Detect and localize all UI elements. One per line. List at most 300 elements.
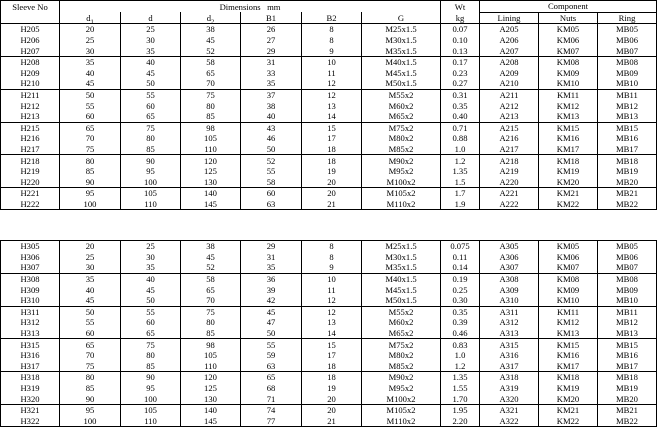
cell-b2: 8 — [302, 241, 362, 252]
cell-nuts: KM20 — [539, 177, 598, 188]
cell-b2: 18 — [302, 372, 362, 383]
cell-wt: 1.95 — [441, 404, 480, 415]
cell-lining: A320 — [480, 393, 539, 404]
cell-d1: 70 — [60, 350, 121, 361]
table-row — [1, 45, 657, 56]
cell-b2: 10 — [302, 273, 362, 284]
cell-d1: 90 — [60, 177, 121, 188]
cell-wt: 1.2 — [441, 155, 480, 166]
cell-d2: 125 — [181, 383, 241, 394]
cell-nuts: KM19 — [539, 166, 598, 177]
cell-d1: 20 — [60, 24, 121, 35]
cell-lining: A316 — [480, 350, 539, 361]
cell-wt: 0.39 — [441, 317, 480, 328]
cell-b1: 26 — [241, 24, 302, 35]
cell-nuts: KM06 — [539, 35, 598, 46]
cell-lining: A208 — [480, 56, 539, 67]
table-row — [1, 241, 657, 252]
cell-d2: 38 — [181, 24, 241, 35]
header-wt-unit — [441, 12, 480, 24]
table-row — [1, 383, 657, 394]
cell-d2: 38 — [181, 241, 241, 252]
cell-nuts: KM11 — [539, 89, 598, 100]
cell-lining: A216 — [480, 133, 539, 144]
cell-b2: 10 — [302, 56, 362, 67]
cell-nuts: KM10 — [539, 295, 598, 306]
cell-d: 110 — [121, 199, 181, 210]
cell-d2: 110 — [181, 144, 241, 155]
cell-wt: 0.10 — [441, 35, 480, 46]
cell-d2: 130 — [181, 393, 241, 404]
table-row — [1, 155, 657, 166]
cell-b1: 37 — [241, 89, 302, 100]
cell-sleeve-no: H209 — [1, 68, 60, 79]
cell-lining: A221 — [480, 188, 539, 199]
cell-d: 75 — [121, 122, 181, 133]
cell-ring: MB13 — [598, 328, 657, 339]
cell-nuts: KM15 — [539, 339, 598, 350]
header-nuts — [539, 12, 598, 24]
cell-g: M75x2 — [362, 339, 441, 350]
cell-wt: 0.13 — [441, 45, 480, 56]
cell-lining: A217 — [480, 144, 539, 155]
table-row — [1, 133, 657, 144]
cell-d1: 85 — [60, 383, 121, 394]
cell-d1: 100 — [60, 199, 121, 210]
cell-g: M45x1.5 — [362, 284, 441, 295]
cell-d1: 25 — [60, 252, 121, 263]
cell-d: 55 — [121, 306, 181, 317]
cell-g: M80x2 — [362, 133, 441, 144]
cell-g: M110x2 — [362, 199, 441, 210]
cell-wt: 0.075 — [441, 241, 480, 252]
cell-d: 60 — [121, 100, 181, 111]
cell-b2: 12 — [302, 295, 362, 306]
cell-d: 60 — [121, 317, 181, 328]
cell-b2: 18 — [302, 155, 362, 166]
cell-g: M110x2 — [362, 416, 441, 427]
cell-d1: 80 — [60, 372, 121, 383]
cell-wt: 0.30 — [441, 295, 480, 306]
cell-b2: 20 — [302, 404, 362, 415]
header-component — [480, 1, 657, 13]
cell-g: M100x2 — [362, 393, 441, 404]
cell-g: M55x2 — [362, 89, 441, 100]
cell-ring: MB09 — [598, 284, 657, 295]
cell-lining: A207 — [480, 45, 539, 56]
cell-d1: 95 — [60, 404, 121, 415]
cell-lining: A317 — [480, 361, 539, 372]
cell-b1: 47 — [241, 317, 302, 328]
cell-nuts: KM21 — [539, 404, 598, 415]
cell-d: 85 — [121, 361, 181, 372]
cell-g: M30x1.5 — [362, 252, 441, 263]
cell-d: 85 — [121, 144, 181, 155]
cell-g: M35x1.5 — [362, 45, 441, 56]
cell-d2: 80 — [181, 317, 241, 328]
cell-sleeve-no: H320 — [1, 393, 60, 404]
cell-b2: 14 — [302, 111, 362, 122]
cell-d1: 55 — [60, 100, 121, 111]
cell-ring: MB15 — [598, 122, 657, 133]
cell-ring: MB07 — [598, 262, 657, 273]
header-d1 — [60, 12, 121, 24]
header-d1-letter: d — [86, 12, 91, 23]
cell-g: M95x2 — [362, 383, 441, 394]
cell-ring: MB11 — [598, 306, 657, 317]
cell-sleeve-no: H215 — [1, 122, 60, 133]
cell-nuts: KM12 — [539, 317, 598, 328]
cell-lining: A321 — [480, 404, 539, 415]
header-g-label: G — [397, 12, 405, 23]
cell-lining: A319 — [480, 383, 539, 394]
cell-wt: 1.5 — [441, 177, 480, 188]
cell-ring: MB22 — [598, 199, 657, 210]
cell-d2: 140 — [181, 188, 241, 199]
cell-ring: MB20 — [598, 177, 657, 188]
cell-sleeve-no: H212 — [1, 100, 60, 111]
header-component-label: Component — [547, 1, 589, 12]
cell-g: M105x2 — [362, 404, 441, 415]
cell-sleeve-no: H205 — [1, 24, 60, 35]
cell-b2: 12 — [302, 78, 362, 89]
cell-ring: MB18 — [598, 155, 657, 166]
header-d — [121, 12, 181, 24]
table-row — [1, 252, 657, 263]
cell-d2: 58 — [181, 56, 241, 67]
cell-nuts: KM10 — [539, 78, 598, 89]
cell-sleeve-no: H207 — [1, 45, 60, 56]
cell-b1: 43 — [241, 122, 302, 133]
cell-lining: A310 — [480, 295, 539, 306]
sleeve-table-h3-series — [0, 240, 657, 427]
cell-d1: 40 — [60, 68, 121, 79]
cell-sleeve-no: H310 — [1, 295, 60, 306]
cell-d: 30 — [121, 35, 181, 46]
cell-lining: A218 — [480, 155, 539, 166]
cell-b2: 15 — [302, 122, 362, 133]
cell-ring: MB12 — [598, 100, 657, 111]
cell-ring: MB20 — [598, 393, 657, 404]
cell-d: 90 — [121, 372, 181, 383]
cell-lining: A318 — [480, 372, 539, 383]
cell-sleeve-no: H217 — [1, 144, 60, 155]
cell-g: M85x2 — [362, 144, 441, 155]
cell-ring: MB15 — [598, 339, 657, 350]
cell-d: 105 — [121, 188, 181, 199]
cell-d1: 75 — [60, 144, 121, 155]
cell-g: M95x2 — [362, 166, 441, 177]
cell-ring: MB16 — [598, 350, 657, 361]
cell-d: 100 — [121, 177, 181, 188]
cell-b1: 77 — [241, 416, 302, 427]
cell-d: 100 — [121, 393, 181, 404]
table-row — [1, 404, 657, 415]
cell-b2: 12 — [302, 306, 362, 317]
cell-g: M30x1.5 — [362, 35, 441, 46]
cell-ring: MB05 — [598, 241, 657, 252]
cell-g: M60x2 — [362, 100, 441, 111]
cell-g: M90x2 — [362, 155, 441, 166]
cell-sleeve-no: H208 — [1, 56, 60, 67]
cell-d: 30 — [121, 252, 181, 263]
cell-d2: 75 — [181, 89, 241, 100]
cell-nuts: KM09 — [539, 284, 598, 295]
cell-d1: 70 — [60, 133, 121, 144]
cell-b1: 63 — [241, 361, 302, 372]
table-row — [1, 372, 657, 383]
cell-sleeve-no: H313 — [1, 328, 60, 339]
cell-ring: MB05 — [598, 24, 657, 35]
cell-d2: 80 — [181, 100, 241, 111]
cell-b1: 74 — [241, 404, 302, 415]
cell-b2: 17 — [302, 350, 362, 361]
cell-d: 45 — [121, 68, 181, 79]
cell-g: M35x1.5 — [362, 262, 441, 273]
cell-sleeve-no: H218 — [1, 155, 60, 166]
cell-d1: 55 — [60, 317, 121, 328]
cell-nuts: KM13 — [539, 111, 598, 122]
cell-d: 35 — [121, 262, 181, 273]
cell-b2: 12 — [302, 89, 362, 100]
cell-d: 50 — [121, 78, 181, 89]
cell-sleeve-no: H220 — [1, 177, 60, 188]
cell-d: 105 — [121, 404, 181, 415]
cell-ring: MB07 — [598, 45, 657, 56]
cell-b2: 19 — [302, 383, 362, 394]
header-b1-label: B1 — [265, 12, 277, 23]
cell-d1: 85 — [60, 166, 121, 177]
cell-g: M75x2 — [362, 122, 441, 133]
cell-nuts: KM07 — [539, 45, 598, 56]
cell-lining: A312 — [480, 317, 539, 328]
cell-nuts: KM05 — [539, 241, 598, 252]
table-row — [1, 68, 657, 79]
cell-nuts: KM08 — [539, 273, 598, 284]
header-row-sub — [1, 12, 657, 24]
cell-d2: 105 — [181, 133, 241, 144]
cell-ring: MB06 — [598, 252, 657, 263]
cell-b1: 52 — [241, 155, 302, 166]
cell-sleeve-no: H316 — [1, 350, 60, 361]
cell-g: M100x2 — [362, 177, 441, 188]
cell-nuts: KM20 — [539, 393, 598, 404]
cell-g: M25x1.5 — [362, 241, 441, 252]
cell-b1: 60 — [241, 188, 302, 199]
table-row — [1, 361, 657, 372]
cell-d: 35 — [121, 45, 181, 56]
cell-d: 55 — [121, 89, 181, 100]
header-dimensions — [60, 1, 441, 13]
header-sleeve-blank — [1, 12, 60, 24]
cell-ring: MB18 — [598, 372, 657, 383]
cell-g: M65x2 — [362, 328, 441, 339]
cell-nuts: KM12 — [539, 100, 598, 111]
cell-nuts: KM18 — [539, 155, 598, 166]
header-d1-subscript: 1 — [90, 18, 94, 24]
cell-ring: MB19 — [598, 383, 657, 394]
cell-b2: 8 — [302, 252, 362, 263]
cell-sleeve-no: H308 — [1, 273, 60, 284]
cell-wt: 0.23 — [441, 68, 480, 79]
cell-b1: 63 — [241, 199, 302, 210]
cell-b1: 36 — [241, 273, 302, 284]
cell-b1: 68 — [241, 383, 302, 394]
cell-d2: 45 — [181, 252, 241, 263]
cell-lining: A313 — [480, 328, 539, 339]
cell-b2: 18 — [302, 361, 362, 372]
cell-wt: 1.70 — [441, 393, 480, 404]
cell-d2: 65 — [181, 284, 241, 295]
cell-d2: 52 — [181, 262, 241, 273]
cell-wt: 0.31 — [441, 89, 480, 100]
cell-b2: 11 — [302, 284, 362, 295]
cell-lining: A309 — [480, 284, 539, 295]
cell-ring: MB17 — [598, 144, 657, 155]
cell-sleeve-no: H309 — [1, 284, 60, 295]
cell-wt: 0.17 — [441, 56, 480, 67]
cell-b2: 13 — [302, 317, 362, 328]
cell-d: 95 — [121, 383, 181, 394]
cell-wt: 1.0 — [441, 144, 480, 155]
cell-sleeve-no: H219 — [1, 166, 60, 177]
cell-wt: 0.71 — [441, 122, 480, 133]
cell-d1: 95 — [60, 188, 121, 199]
cell-d2: 45 — [181, 35, 241, 46]
cell-ring: MB22 — [598, 416, 657, 427]
cell-ring: MB11 — [598, 89, 657, 100]
cell-d2: 105 — [181, 350, 241, 361]
table-row — [1, 144, 657, 155]
header-d2-letter: d — [206, 12, 212, 23]
cell-wt: 2.20 — [441, 416, 480, 427]
table-row — [1, 166, 657, 177]
cell-d2: 75 — [181, 306, 241, 317]
cell-b1: 55 — [241, 166, 302, 177]
cell-nuts: KM19 — [539, 383, 598, 394]
cell-d2: 58 — [181, 273, 241, 284]
cell-b2: 17 — [302, 133, 362, 144]
cell-b2: 21 — [302, 416, 362, 427]
cell-d2: 52 — [181, 45, 241, 56]
cell-b2: 14 — [302, 328, 362, 339]
cell-nuts: KM17 — [539, 144, 598, 155]
cell-lining: A308 — [480, 273, 539, 284]
cell-g: M45x1.5 — [362, 68, 441, 79]
cell-b2: 8 — [302, 35, 362, 46]
cell-d2: 65 — [181, 68, 241, 79]
table-row — [1, 328, 657, 339]
table-row — [1, 306, 657, 317]
cell-wt: 0.46 — [441, 328, 480, 339]
cell-b1: 29 — [241, 45, 302, 56]
cell-b1: 58 — [241, 177, 302, 188]
cell-d2: 120 — [181, 372, 241, 383]
cell-nuts: KM22 — [539, 199, 598, 210]
cell-d1: 90 — [60, 393, 121, 404]
cell-lining: A213 — [480, 111, 539, 122]
table-row — [1, 89, 657, 100]
sleeve-table-h2-series — [0, 0, 657, 210]
header-d-letter: d — [148, 12, 153, 23]
table-row — [1, 56, 657, 67]
table-row — [1, 295, 657, 306]
header-b2 — [302, 12, 362, 24]
cell-lining: A211 — [480, 89, 539, 100]
header-b2-label: B2 — [326, 12, 337, 23]
cell-nuts: KM15 — [539, 122, 598, 133]
cell-nuts: KM21 — [539, 188, 598, 199]
cell-nuts: KM06 — [539, 252, 598, 263]
cell-ring: MB12 — [598, 317, 657, 328]
cell-wt: 1.0 — [441, 350, 480, 361]
cell-d1: 25 — [60, 35, 121, 46]
cell-d1: 20 — [60, 241, 121, 252]
cell-d: 50 — [121, 295, 181, 306]
cell-d1: 45 — [60, 78, 121, 89]
table-row — [1, 177, 657, 188]
cell-d1: 75 — [60, 361, 121, 372]
cell-b1: 71 — [241, 393, 302, 404]
cell-sleeve-no: H216 — [1, 133, 60, 144]
cell-nuts: KM16 — [539, 133, 598, 144]
table-row — [1, 284, 657, 295]
header-sleeve-no — [1, 1, 60, 13]
cell-wt: 1.35 — [441, 166, 480, 177]
cell-b2: 20 — [302, 177, 362, 188]
cell-d1: 100 — [60, 416, 121, 427]
header-dimensions-label: Dimensions — [219, 1, 261, 12]
header-dimensions-unit: mm — [267, 1, 281, 12]
cell-wt: 0.19 — [441, 273, 480, 284]
cell-b2: 9 — [302, 45, 362, 56]
table-row — [1, 24, 657, 35]
cell-sleeve-no: H312 — [1, 317, 60, 328]
cell-b1: 42 — [241, 295, 302, 306]
cell-sleeve-no: H211 — [1, 89, 60, 100]
cell-lining: A311 — [480, 306, 539, 317]
cell-wt: 1.7 — [441, 188, 480, 199]
cell-d1: 30 — [60, 262, 121, 273]
table-row — [1, 317, 657, 328]
cell-ring: MB10 — [598, 295, 657, 306]
cell-b1: 45 — [241, 306, 302, 317]
cell-b2: 8 — [302, 24, 362, 35]
cell-d: 80 — [121, 350, 181, 361]
cell-g: M25x1.5 — [362, 24, 441, 35]
cell-d2: 120 — [181, 155, 241, 166]
cell-wt: 1.55 — [441, 383, 480, 394]
cell-lining: A220 — [480, 177, 539, 188]
cell-lining: A219 — [480, 166, 539, 177]
header-wt — [441, 1, 480, 13]
cell-d: 25 — [121, 24, 181, 35]
header-lining — [480, 12, 539, 24]
cell-lining: A206 — [480, 35, 539, 46]
cell-b1: 40 — [241, 111, 302, 122]
cell-d: 80 — [121, 133, 181, 144]
cell-d2: 70 — [181, 295, 241, 306]
cell-sleeve-no: H311 — [1, 306, 60, 317]
table-row — [1, 199, 657, 210]
table-row — [1, 393, 657, 404]
cell-d2: 70 — [181, 78, 241, 89]
table-row — [1, 188, 657, 199]
cell-lining: A307 — [480, 262, 539, 273]
cell-b1: 50 — [241, 328, 302, 339]
cell-d1: 60 — [60, 111, 121, 122]
cell-g: M65x2 — [362, 111, 441, 122]
